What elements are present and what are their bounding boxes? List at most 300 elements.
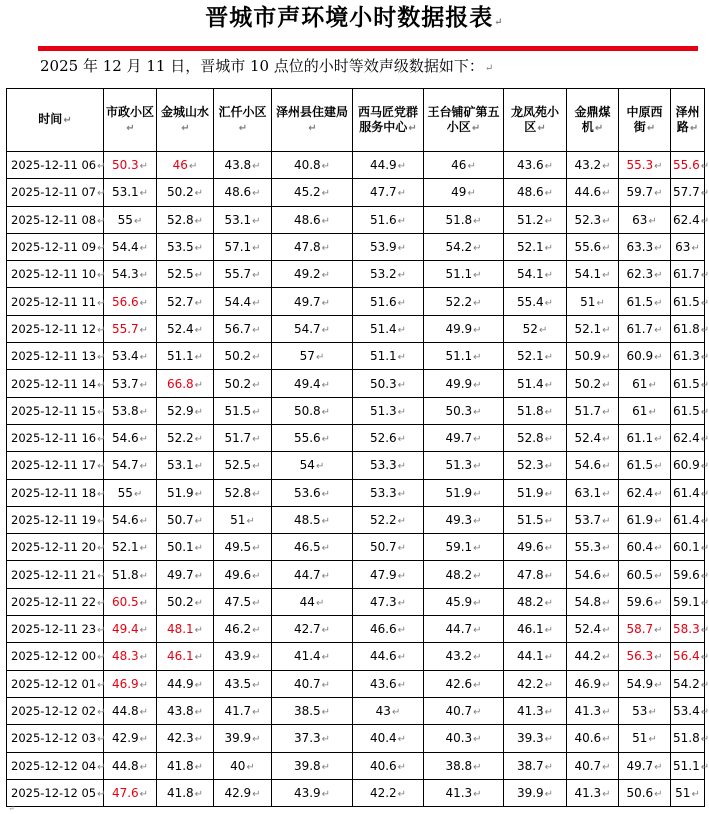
paragraph-mark-icon: ↵ xyxy=(397,679,407,691)
value-cell: 51.1↵ xyxy=(671,752,705,779)
value-cell: 53.2↵ xyxy=(353,261,424,288)
paragraph-mark-icon: ↵ xyxy=(397,652,407,664)
table-row xyxy=(7,479,705,506)
value-cell: 51.1↵ xyxy=(157,343,214,370)
paragraph-mark-icon: ↵ xyxy=(397,761,407,773)
time-cell: 2025-12-11 13↵ xyxy=(7,343,104,370)
paragraph-mark-icon: ↵ xyxy=(602,324,611,336)
paragraph-mark-icon: ↵ xyxy=(654,352,663,364)
paragraph-mark-icon: ↵ xyxy=(654,625,663,637)
value-cell: 40.7↵ xyxy=(272,670,353,697)
paragraph-mark-icon: ↵ xyxy=(648,215,657,227)
paragraph-mark-icon: ↵ xyxy=(321,215,331,227)
value-cell: 41.4↵ xyxy=(272,643,353,670)
value-cell: 46↵ xyxy=(424,152,504,179)
value-cell: 48.5↵ xyxy=(272,506,353,533)
header-station: 中原西街↵ xyxy=(619,89,671,152)
paragraph-mark-icon: ↵ xyxy=(544,597,554,609)
value-cell: 50.1↵ xyxy=(157,534,214,561)
time-cell: 2025-12-11 06↵ xyxy=(7,152,104,179)
value-cell: 51.2↵ xyxy=(504,206,567,233)
value-cell: 50.6↵ xyxy=(619,779,671,806)
paragraph-mark-icon: ↵ xyxy=(194,488,204,500)
paragraph-mark-icon: ↵ xyxy=(473,652,482,664)
value-cell: 51.5↵ xyxy=(214,397,272,424)
value-cell: 61.9↵ xyxy=(619,506,671,533)
paragraph-mark-icon: ↵ xyxy=(700,161,709,173)
paragraph-mark-icon: ↵ xyxy=(544,788,554,800)
table-row xyxy=(7,152,705,179)
paragraph-mark-icon: ↵ xyxy=(139,270,149,282)
paragraph-mark-icon: ↵ xyxy=(602,188,611,200)
value-cell: 60.4↵ xyxy=(619,534,671,561)
table-row xyxy=(7,779,705,806)
value-cell: 62.4↵ xyxy=(671,424,705,451)
paragraph-mark-icon: ↵ xyxy=(194,597,204,609)
value-cell: 46.9↵ xyxy=(104,670,157,697)
paragraph-mark-icon: ↵ xyxy=(602,461,611,473)
paragraph-mark-icon: ↵ xyxy=(700,734,709,746)
value-cell: 46.9↵ xyxy=(567,670,619,697)
table-row xyxy=(7,670,705,697)
paragraph-mark-icon: ↵ xyxy=(473,215,482,227)
paragraph-mark-icon: ↵ xyxy=(397,434,407,446)
value-cell: 56.3↵ xyxy=(619,643,671,670)
paragraph-mark-icon: ↵ xyxy=(397,324,407,336)
time-cell: 2025-12-11 07↵ xyxy=(7,179,104,206)
page-title xyxy=(0,2,709,39)
paragraph-mark-icon: ↵ xyxy=(139,297,149,309)
paragraph-mark-icon: ↵ xyxy=(700,352,709,364)
value-cell: 61.8↵ xyxy=(671,315,705,342)
value-cell: 47.6↵ xyxy=(104,779,157,806)
value-cell: 53.1↵ xyxy=(157,452,214,479)
paragraph-mark-icon: ↵ xyxy=(252,379,261,391)
paragraph-mark-icon: ↵ xyxy=(700,324,709,336)
value-cell: 52.1↵ xyxy=(504,233,567,260)
paragraph-mark-icon: ↵ xyxy=(602,488,611,500)
time-cell: 2025-12-12 05↵ xyxy=(7,779,104,806)
paragraph-mark-icon: ↵ xyxy=(602,516,611,527)
value-cell: 52.5↵ xyxy=(214,452,272,479)
value-cell: 52.4↵ xyxy=(567,616,619,643)
header-station: 市政小区↵ xyxy=(104,89,157,152)
value-cell: 61.5↵ xyxy=(671,397,705,424)
paragraph-mark-icon: ↵ xyxy=(97,488,106,500)
paragraph-mark-icon: ↵ xyxy=(397,597,407,609)
value-cell: 61↵ xyxy=(619,370,671,397)
paragraph-mark-icon: ↵ xyxy=(654,434,663,446)
value-cell: 59.1↵ xyxy=(671,588,705,615)
time-cell: 2025-12-11 14↵ xyxy=(7,370,104,397)
paragraph-mark-icon: ↵ xyxy=(252,434,261,446)
paragraph-mark-icon: ↵ xyxy=(321,324,331,336)
value-cell: 44.7↵ xyxy=(424,616,504,643)
paragraph-mark-icon: ↵ xyxy=(646,122,656,134)
value-cell: 43.2↵ xyxy=(424,643,504,670)
value-cell: 40↵ xyxy=(214,752,272,779)
paragraph-mark-icon: ↵ xyxy=(397,215,407,227)
paragraph-mark-icon: ↵ xyxy=(194,352,204,364)
value-cell: 50.7↵ xyxy=(353,534,424,561)
value-cell: 54.1↵ xyxy=(504,261,567,288)
paragraph-mark-icon: ↵ xyxy=(194,270,204,282)
value-cell: 51↵ xyxy=(567,288,619,315)
table-row xyxy=(7,370,705,397)
header-station: 金鼎煤机↵ xyxy=(567,89,619,152)
paragraph-mark-icon: ↵ xyxy=(194,761,204,773)
table-row xyxy=(7,643,705,670)
time-cell: 2025-12-12 01↵ xyxy=(7,670,104,697)
value-cell: 61.7↵ xyxy=(619,315,671,342)
paragraph-mark-icon: ↵ xyxy=(602,270,611,282)
paragraph-mark-icon: ↵ xyxy=(97,707,106,719)
paragraph-mark-icon: ↵ xyxy=(700,406,709,418)
paragraph-mark-icon: ↵ xyxy=(252,215,261,227)
paragraph-mark-icon: ↵ xyxy=(139,734,149,746)
value-cell: 54.2↵ xyxy=(671,670,705,697)
value-cell: 49.3↵ xyxy=(424,506,504,533)
value-cell: 48.6↵ xyxy=(504,179,567,206)
paragraph-mark-icon: ↵ xyxy=(473,679,482,691)
paragraph-mark-icon: ↵ xyxy=(139,434,149,446)
paragraph-mark-icon: ↵ xyxy=(654,679,663,691)
paragraph-mark-icon: ↵ xyxy=(308,122,317,134)
value-cell: 61.3↵ xyxy=(671,343,705,370)
paragraph-mark-icon: ↵ xyxy=(471,122,481,134)
paragraph-mark-icon: ↵ xyxy=(654,297,663,309)
paragraph-mark-icon: ↵ xyxy=(252,297,261,309)
paragraph-mark-icon: ↵ xyxy=(648,406,657,418)
paragraph-mark-icon: ↵ xyxy=(602,570,611,582)
table-row xyxy=(7,315,705,342)
paragraph-mark-icon: ↵ xyxy=(700,761,709,773)
value-cell: 51.7↵ xyxy=(214,424,272,451)
paragraph-mark-icon: ↵ xyxy=(544,379,554,391)
value-cell: 53.3↵ xyxy=(353,479,424,506)
value-cell: 46↵ xyxy=(157,152,214,179)
time-cell: 2025-12-11 20↵ xyxy=(7,534,104,561)
value-cell: 53.3↵ xyxy=(353,452,424,479)
paragraph-mark-icon: ↵ xyxy=(139,161,149,173)
value-cell: 57.7↵ xyxy=(671,179,705,206)
value-cell: 41.3↵ xyxy=(504,697,567,724)
paragraph-mark-icon: ↵ xyxy=(252,161,261,173)
value-cell: 45.9↵ xyxy=(424,588,504,615)
paragraph-mark-icon: ↵ xyxy=(194,516,204,527)
value-cell: 39.8↵ xyxy=(272,752,353,779)
value-cell: 52.9↵ xyxy=(157,397,214,424)
value-cell: 43.5↵ xyxy=(214,670,272,697)
paragraph-mark-icon: ↵ xyxy=(602,761,611,773)
time-cell: 2025-12-11 16↵ xyxy=(7,424,104,451)
paragraph-mark-icon: ↵ xyxy=(194,652,204,664)
paragraph-mark-icon: ↵ xyxy=(544,188,554,200)
value-cell: 49.9↵ xyxy=(424,315,504,342)
value-cell: 50.7↵ xyxy=(157,506,214,533)
paragraph-mark-icon: ↵ xyxy=(648,707,657,719)
paragraph-mark-icon: ↵ xyxy=(194,188,204,200)
paragraph-mark-icon: ↵ xyxy=(321,625,331,637)
paragraph-mark-icon: ↵ xyxy=(397,734,407,746)
paragraph-mark-icon: ↵ xyxy=(321,516,331,527)
paragraph-mark-icon: ↵ xyxy=(397,352,407,364)
value-cell: 44.9↵ xyxy=(157,670,214,697)
value-cell: 47.8↵ xyxy=(272,233,353,260)
paragraph-mark-icon: ↵ xyxy=(700,215,709,227)
value-cell: 61.5↵ xyxy=(619,288,671,315)
paragraph-mark-icon: ↵ xyxy=(544,215,554,227)
value-cell: 44.2↵ xyxy=(567,643,619,670)
paragraph-mark-icon: ↵ xyxy=(252,707,261,719)
value-cell: 49.7↵ xyxy=(157,561,214,588)
value-cell: 60.9↵ xyxy=(619,343,671,370)
paragraph-mark-icon: ↵ xyxy=(654,188,663,200)
paragraph-mark-icon: ↵ xyxy=(473,324,482,336)
value-cell: 42.7↵ xyxy=(272,616,353,643)
paragraph-mark-icon: ↵ xyxy=(473,434,482,446)
paragraph-mark-icon: ↵ xyxy=(602,406,611,418)
value-cell: 53.6↵ xyxy=(272,479,353,506)
value-cell: 54.7↵ xyxy=(272,315,353,342)
paragraph-mark-icon: ↵ xyxy=(321,543,331,555)
value-cell: 55↵ xyxy=(104,206,157,233)
table-row xyxy=(7,343,705,370)
value-cell: 54.6↵ xyxy=(104,424,157,451)
paragraph-mark-icon: ↵ xyxy=(689,122,699,134)
paragraph-mark-icon: ↵ xyxy=(700,679,709,691)
paragraph-mark-icon: ↵ xyxy=(321,761,331,773)
value-cell: 60.9↵ xyxy=(671,452,705,479)
value-cell: 40.3↵ xyxy=(424,725,504,752)
value-cell: 55.4↵ xyxy=(504,288,567,315)
paragraph-mark-icon: ↵ xyxy=(321,434,331,446)
value-cell: 61.1↵ xyxy=(619,424,671,451)
paragraph-mark-icon: ↵ xyxy=(97,597,106,609)
paragraph-mark-icon: ↵ xyxy=(97,270,106,282)
paragraph-mark-icon: ↵ xyxy=(139,324,149,336)
paragraph-mark-icon: ↵ xyxy=(321,734,331,746)
paragraph-mark-icon: ↵ xyxy=(139,707,149,719)
table-header-row xyxy=(7,89,705,152)
value-cell: 43↵ xyxy=(353,697,424,724)
value-cell: 51.1↵ xyxy=(424,261,504,288)
value-cell: 63.3↵ xyxy=(619,233,671,260)
value-cell: 47.7↵ xyxy=(353,179,424,206)
paragraph-mark-icon: ↵ xyxy=(654,488,663,500)
paragraph-mark-icon: ↵ xyxy=(602,543,611,555)
value-cell: 38.8↵ xyxy=(424,752,504,779)
paragraph-mark-icon: ↵ xyxy=(321,707,331,719)
paragraph-mark-icon: ↵ xyxy=(126,122,135,134)
value-cell: 52.6↵ xyxy=(353,424,424,451)
value-cell: 61.4↵ xyxy=(671,479,705,506)
value-cell: 56.7↵ xyxy=(214,315,272,342)
paragraph-mark-icon: ↵ xyxy=(654,543,663,555)
paragraph-mark-icon: ↵ xyxy=(602,597,611,609)
table-row xyxy=(7,697,705,724)
header-station: 龙凤苑小区↵ xyxy=(504,89,567,152)
value-cell: 61.4↵ xyxy=(671,506,705,533)
value-cell: 52.4↵ xyxy=(157,315,214,342)
value-cell: 54.7↵ xyxy=(104,452,157,479)
value-cell: 50.8↵ xyxy=(272,397,353,424)
value-cell: 50.2↵ xyxy=(214,370,272,397)
paragraph-mark-icon: ↵ xyxy=(321,161,331,173)
value-cell: 51.9↵ xyxy=(504,479,567,506)
value-cell: 51.4↵ xyxy=(504,370,567,397)
table-row xyxy=(7,561,705,588)
value-cell: 44.6↵ xyxy=(353,643,424,670)
value-cell: 40.7↵ xyxy=(567,752,619,779)
value-cell: 50.2↵ xyxy=(157,179,214,206)
paragraph-mark-icon: ↵ xyxy=(654,270,663,282)
value-cell: 51.8↵ xyxy=(104,561,157,588)
paragraph-mark-icon: ↵ xyxy=(700,516,709,527)
value-cell: 54.8↵ xyxy=(567,588,619,615)
value-cell: 46.1↵ xyxy=(157,643,214,670)
value-cell: 54.1↵ xyxy=(567,261,619,288)
paragraph-mark-icon: ↵ xyxy=(602,707,611,719)
value-cell: 42.9↵ xyxy=(214,779,272,806)
value-cell: 58.7↵ xyxy=(619,616,671,643)
value-cell: 43.8↵ xyxy=(214,152,272,179)
paragraph-mark-icon: ↵ xyxy=(397,243,407,255)
table-row xyxy=(7,233,705,260)
paragraph-mark-icon: ↵ xyxy=(97,570,106,582)
paragraph-mark-icon: ↵ xyxy=(473,461,482,473)
paragraph-mark-icon: ↵ xyxy=(700,625,709,637)
value-cell: 47.9↵ xyxy=(353,561,424,588)
table-row xyxy=(7,424,705,451)
value-cell: 56.6↵ xyxy=(104,288,157,315)
paragraph-mark-icon: ↵ xyxy=(97,679,106,691)
paragraph-mark-icon: ↵ xyxy=(544,516,554,527)
paragraph-mark-icon: ↵ xyxy=(544,543,554,555)
table-row xyxy=(7,179,705,206)
table-row xyxy=(7,534,705,561)
paragraph-mark-icon: ↵ xyxy=(467,161,476,173)
paragraph-mark-icon: ↵ xyxy=(181,122,190,134)
paragraph-mark-icon: ↵ xyxy=(97,215,106,227)
value-cell: 53.5↵ xyxy=(157,233,214,260)
paragraph-mark-icon: ↵ xyxy=(97,434,106,446)
table-row xyxy=(7,506,705,533)
value-cell: 55.6↵ xyxy=(272,424,353,451)
value-cell: 42.6↵ xyxy=(424,670,504,697)
value-cell: 40.6↵ xyxy=(567,725,619,752)
value-cell: 52.4↵ xyxy=(567,424,619,451)
paragraph-mark-icon: ↵ xyxy=(654,788,663,800)
value-cell: 54.6↵ xyxy=(104,506,157,533)
table-row xyxy=(7,206,705,233)
value-cell: 59.6↵ xyxy=(619,588,671,615)
paragraph-mark-icon: ↵ xyxy=(321,652,331,664)
value-cell: 63↵ xyxy=(619,206,671,233)
paragraph-mark-icon: ↵ xyxy=(321,679,331,691)
value-cell: 46.2↵ xyxy=(214,616,272,643)
value-cell: 62.4↵ xyxy=(619,479,671,506)
paragraph-mark-icon: ↵ xyxy=(654,461,663,473)
paragraph-mark-icon: ↵ xyxy=(654,161,663,173)
value-cell: 49.2↵ xyxy=(272,261,353,288)
paragraph-mark-icon: ↵ xyxy=(194,379,204,391)
paragraph-mark-icon: ↵ xyxy=(700,652,709,664)
value-cell: 43.9↵ xyxy=(272,779,353,806)
value-cell: 53.7↵ xyxy=(567,506,619,533)
paragraph-mark-icon: ↵ xyxy=(321,379,331,391)
paragraph-mark-icon: ↵ xyxy=(139,788,149,800)
paragraph-mark-icon: ↵ xyxy=(238,122,248,134)
value-cell: 45.2↵ xyxy=(272,179,353,206)
paragraph-mark-icon: ↵ xyxy=(654,761,663,773)
paragraph-mark-icon: ↵ xyxy=(397,161,407,173)
paragraph-mark-icon: ↵ xyxy=(700,543,709,555)
value-cell: 53.1↵ xyxy=(214,206,272,233)
value-cell: 49.6↵ xyxy=(504,534,567,561)
value-cell: 51.4↵ xyxy=(353,315,424,342)
value-cell: 51.1↵ xyxy=(424,343,504,370)
paragraph-mark-icon: ↵ xyxy=(602,734,611,746)
paragraph-mark-icon: ↵ xyxy=(139,243,149,255)
paragraph-mark-icon: ↵ xyxy=(139,570,149,582)
value-cell: 49.4↵ xyxy=(272,370,353,397)
value-cell: 52.7↵ xyxy=(157,288,214,315)
paragraph-mark-icon: ↵ xyxy=(602,215,611,227)
paragraph-mark-icon: ↵ xyxy=(97,297,106,309)
value-cell: 51.1↵ xyxy=(353,343,424,370)
value-cell: 44.6↵ xyxy=(567,179,619,206)
paragraph-mark-icon: ↵ xyxy=(700,570,709,582)
table-row xyxy=(7,752,705,779)
paragraph-mark-icon: ↵ xyxy=(473,734,482,746)
paragraph-mark-icon: ↵ xyxy=(544,488,554,500)
time-cell: 2025-12-11 22↵ xyxy=(7,588,104,615)
paragraph-mark-icon: ↵ xyxy=(544,161,554,173)
value-cell: 52.5↵ xyxy=(157,261,214,288)
value-cell: 49.7↵ xyxy=(424,424,504,451)
value-cell: 61.5↵ xyxy=(671,370,705,397)
paragraph-mark-icon: ↵ xyxy=(397,543,407,555)
value-cell: 66.8↵ xyxy=(157,370,214,397)
paragraph-mark-icon: ↵ xyxy=(194,215,204,227)
value-cell: 51.6↵ xyxy=(353,206,424,233)
value-cell: 52.8↵ xyxy=(214,479,272,506)
paragraph-mark-icon: ↵ xyxy=(391,707,401,719)
value-cell: 49.7↵ xyxy=(272,288,353,315)
paragraph-mark-icon: ↵ xyxy=(473,406,482,418)
paragraph-mark-icon: ↵ xyxy=(194,707,204,719)
paragraph-mark-icon: ↵ xyxy=(473,379,482,391)
paragraph-mark-icon: ↵ xyxy=(602,379,611,391)
value-cell: 54.9↵ xyxy=(619,670,671,697)
paragraph-mark-icon: ↵ xyxy=(654,324,663,336)
red-divider-line xyxy=(38,46,698,51)
value-cell: 50.3↵ xyxy=(104,152,157,179)
paragraph-mark-icon: ↵ xyxy=(252,188,261,200)
value-cell: 54.4↵ xyxy=(214,288,272,315)
paragraph-mark-icon: ↵ xyxy=(97,324,106,336)
value-cell: 52.2↵ xyxy=(424,288,504,315)
value-cell: 52.2↵ xyxy=(353,506,424,533)
value-cell: 50.3↵ xyxy=(424,397,504,424)
paragraph-mark-icon: ↵ xyxy=(194,243,204,255)
value-cell: 53.4↵ xyxy=(671,697,705,724)
paragraph-mark-icon: ↵ xyxy=(315,461,325,473)
paragraph-mark-icon: ↵ xyxy=(252,734,261,746)
paragraph-mark-icon: ↵ xyxy=(321,243,331,255)
table-row xyxy=(7,452,705,479)
